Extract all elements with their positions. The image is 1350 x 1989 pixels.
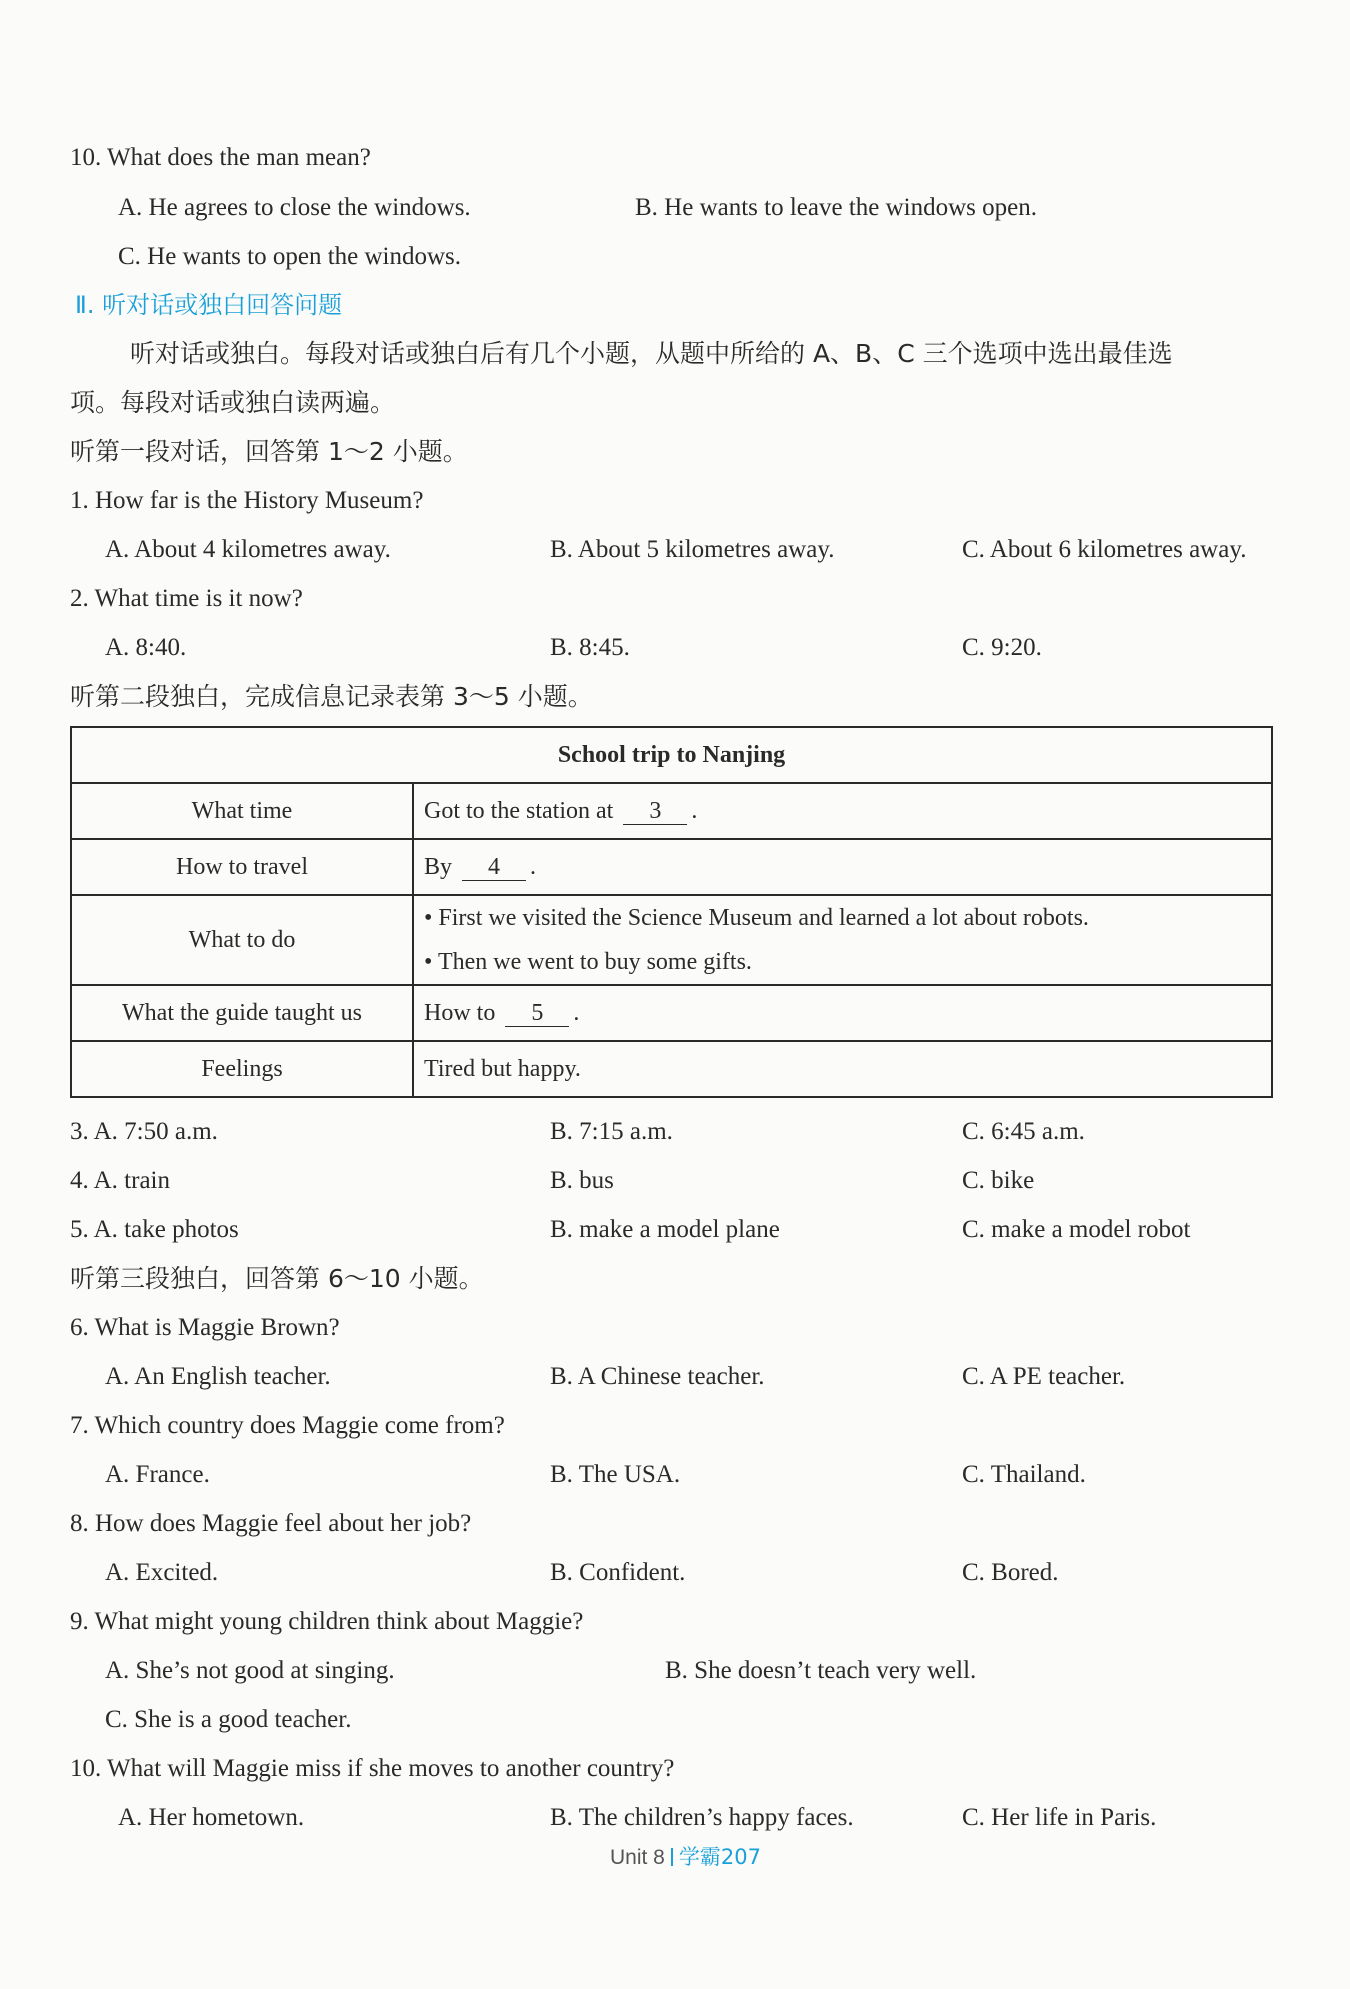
table-row [71,783,1272,839]
q4-option-b: B. bus [550,1167,614,1194]
row-value [413,783,1272,839]
answer-blank-4[interactable]: 4 [462,854,526,881]
part3-heading: 听第三段独白，回答第 6～10 小题。 [70,1264,484,1293]
q2-option-b: B. 8:45. [550,634,630,661]
q6-option-a: A. An English teacher. [105,1363,331,1390]
prev-q10-option-b: B. He wants to leave the windows open. [635,194,1038,221]
footer-unit: Unit 8 [610,1846,665,1869]
q5-option-b: B. make a model plane [550,1216,780,1243]
footer-divider [671,1848,673,1866]
part1-heading: 听第一段对话，回答第 1～2 小题。 [70,437,468,466]
bullet-item: • First we visited the Science Museum and learned a lot about robots. [424,905,1089,931]
q1-option-c: C. About 6 kilometres away. [962,536,1247,563]
q5-option-a: 5. A. take photos [70,1216,239,1243]
row-value: Tired but happy. [413,1041,1272,1097]
row-prefix: By [424,853,453,880]
prev-q10-option-c: C. He wants to open the windows. [118,243,462,270]
q1-option-b: B. About 5 kilometres away. [550,536,835,563]
row-label: Feelings [71,1041,413,1097]
part2-heading: 听第二段独白，完成信息记录表第 3～5 小题。 [70,682,593,711]
info-record-table [70,726,1273,1098]
prev-q10-option-a: A. He agrees to close the windows. [118,194,471,221]
footer-brand: 学霸 [678,1845,721,1869]
answer-blank-5[interactable]: 5 [505,1000,569,1027]
q7-option-c: C. Thailand. [962,1461,1086,1488]
q9-option-b: B. She doesn’t teach very well. [665,1657,977,1684]
q7-option-a: A. France. [105,1461,210,1488]
q3-option-b: B. 7:15 a.m. [550,1118,673,1145]
row-label: What time [71,783,413,839]
table-row [71,1041,1272,1097]
q5-option-c: C. make a model robot [962,1216,1191,1243]
q10-option-c: C. Her life in Paris. [962,1804,1157,1831]
section-title: Ⅱ. 听对话或独白回答问题 [75,291,343,319]
table-row [71,985,1272,1041]
q10-option-a: A. Her hometown. [118,1804,305,1831]
bullet-item: • Then we went to buy some gifts. [424,949,752,975]
row-suffix: . [573,999,580,1026]
q6-option-b: B. A Chinese teacher. [550,1363,765,1390]
row-value [413,985,1272,1041]
q9-stem: 9. What might young children think about Maggie? [70,1608,584,1635]
row-suffix: . [530,853,537,880]
q3-option-a: 3. A. 7:50 a.m. [70,1118,218,1145]
row-prefix: Got to the station at [424,797,614,824]
q4-option-a: 4. A. train [70,1167,170,1194]
q10-stem: 10. What will Maggie miss if she moves to another country? [70,1755,675,1782]
table-row [71,839,1272,895]
row-label: What the guide taught us [71,985,413,1041]
answer-blank-3[interactable]: 3 [623,798,687,825]
q1-stem: 1. How far is the History Museum? [70,487,424,514]
q2-option-a: A. 8:40. [105,634,187,661]
q10-option-b: B. The children’s happy faces. [550,1804,854,1831]
q8-option-c: C. Bored. [962,1559,1059,1586]
section-instruction-2: 项。每段对话或独白读两遍。 [70,388,396,417]
page-number: 207 [720,1845,761,1869]
q6-option-c: C. A PE teacher. [962,1363,1126,1390]
q1-option-a: A. About 4 kilometres away. [105,536,391,563]
q6-stem: 6. What is Maggie Brown? [70,1314,340,1341]
q4-option-c: C. bike [962,1167,1035,1194]
row-label: What to do [71,895,413,985]
q3-option-c: C. 6:45 a.m. [962,1118,1085,1145]
q7-option-b: B. The USA. [550,1461,681,1488]
q8-option-b: B. Confident. [550,1559,686,1586]
q2-option-c: C. 9:20. [962,634,1042,661]
page-footer [610,1841,761,1871]
q8-stem: 8. How does Maggie feel about her job? [70,1510,472,1537]
q8-option-a: A. Excited. [105,1559,219,1586]
table-row [71,895,1272,985]
row-suffix: . [691,797,698,824]
table-title: School trip to Nanjing [71,727,1272,783]
row-prefix: How to [424,999,496,1026]
row-label: How to travel [71,839,413,895]
row-value [413,839,1272,895]
q9-option-c: C. She is a good teacher. [105,1706,352,1733]
row-value [413,895,1272,985]
prev-q10-stem: 10. What does the man mean? [70,144,371,171]
q7-stem: 7. Which country does Maggie come from? [70,1412,505,1439]
section-instruction-1: 听对话或独白。每段对话或独白后有几个小题，从题中所给的 A、B、C 三个选项中选出最佳选 [130,339,1173,368]
q9-option-a: A. She’s not good at singing. [105,1657,395,1684]
q2-stem: 2. What time is it now? [70,585,303,612]
